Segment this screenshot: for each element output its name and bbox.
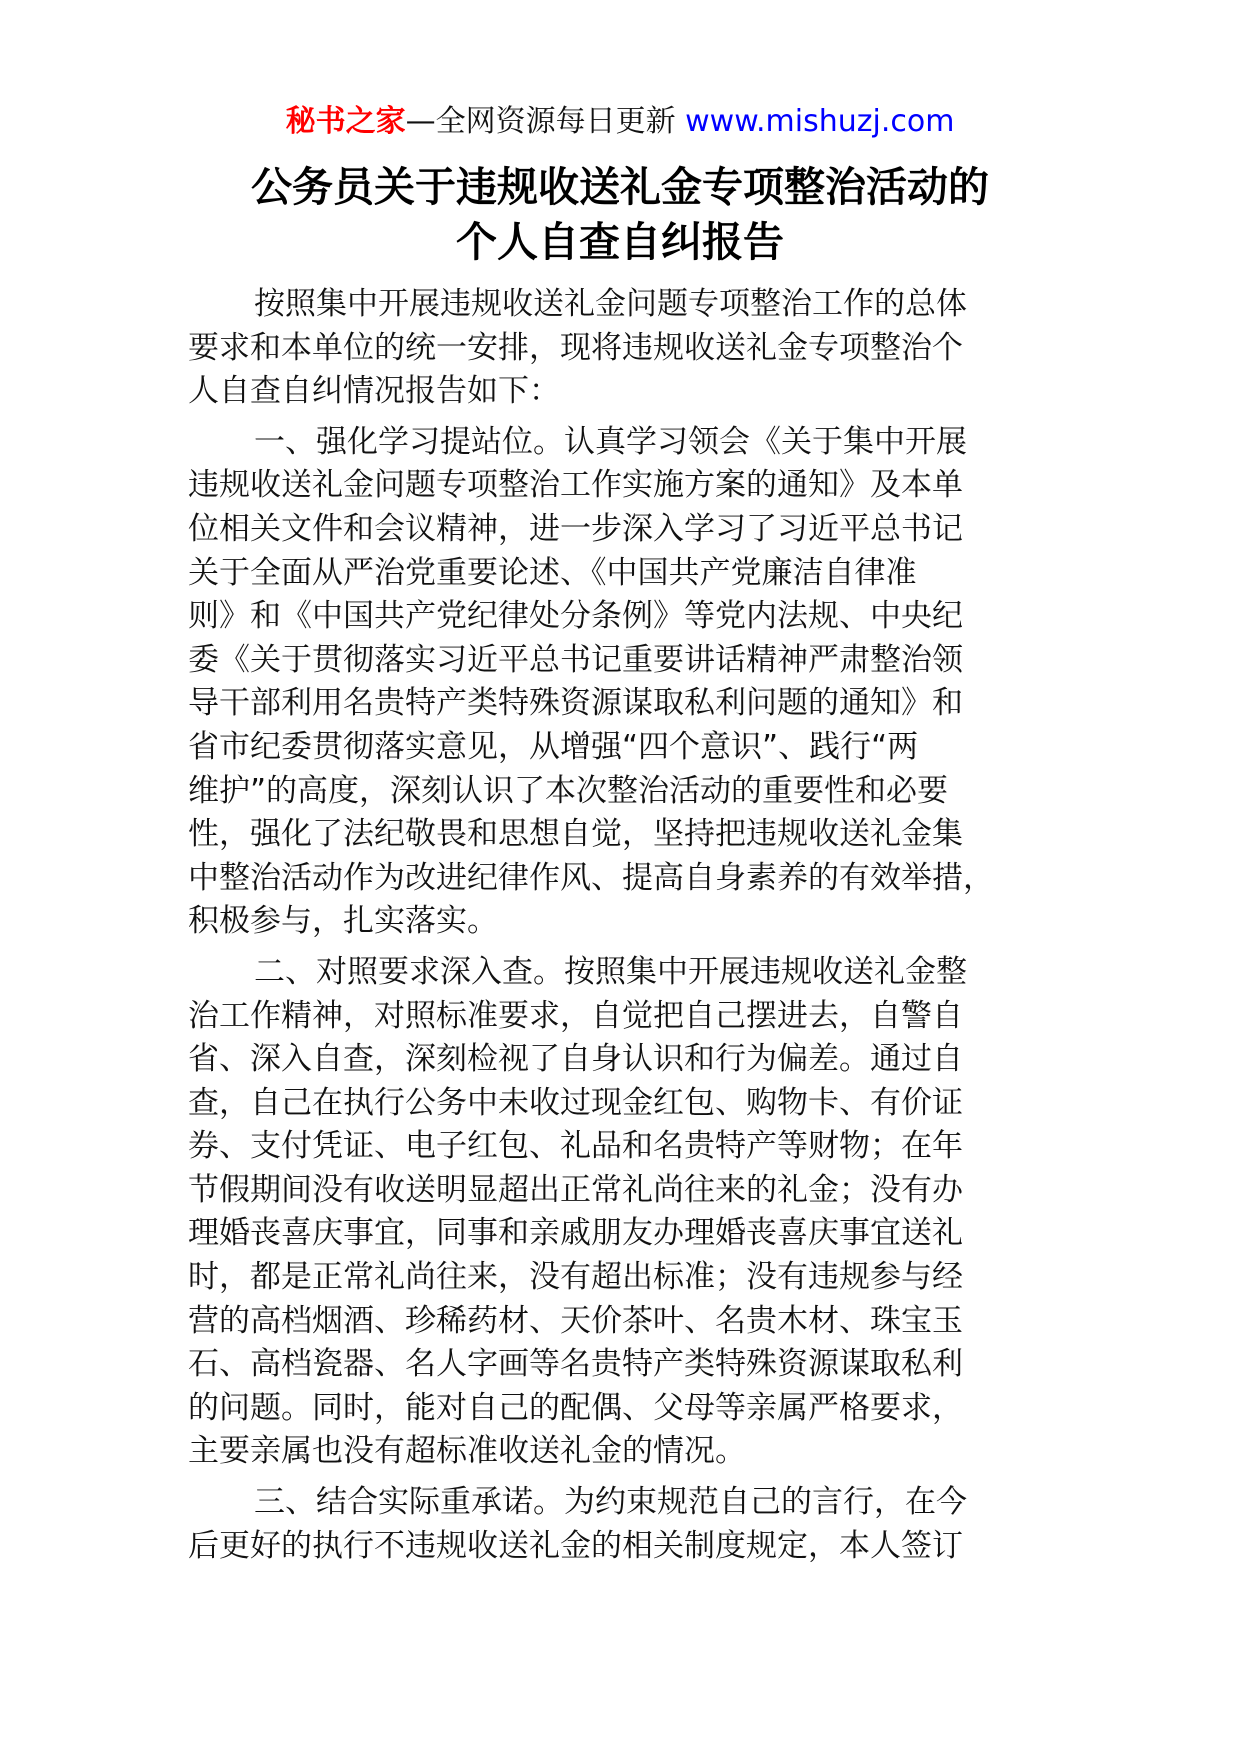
paragraph-line: 维护”的高度，深刻认识了本次整治活动的重要性和必要 [188, 772, 949, 809]
paragraph-line: 三、结合实际重承诺。为约束规范自己的言行，在今 [254, 1484, 967, 1521]
paragraph-section-1 [188, 421, 1058, 944]
paragraph-line: 积极参与，扎实落实。 [188, 903, 498, 940]
paragraph-line: 券、支付凭证、电子红包、礼品和名贵特产等财物；在年 [188, 1128, 963, 1165]
paragraph-section-2 [188, 951, 1058, 1474]
paragraph-line: 省、深入自查，深刻检视了自身认识和行为偏差。通过自 [188, 1041, 963, 1078]
paragraph-line: 要求和本单位的统一安排，现将违规收送礼金专项整治个 [188, 329, 963, 366]
title-line-1: 公务员关于违规收送礼金专项整治活动的 [251, 163, 989, 211]
paragraph-line: 治工作精神，对照标准要求，自觉把自己摆进去，自警自 [188, 997, 963, 1034]
paragraph-line: 位相关文件和会议精神，进一步深入学习了习近平总书记 [188, 510, 963, 547]
paragraph-line: 二、对照要求深入查。按照集中开展违规收送礼金整 [254, 953, 967, 990]
site-url-link[interactable]: www.mishuzj.com [685, 104, 955, 139]
paragraph-line: 委《关于贯彻落实习近平总书记重要讲话精神严肃整治领 [188, 641, 963, 678]
paragraph-line: 人自查自纠情况报告如下： [188, 373, 560, 410]
paragraph-line: 理婚丧喜庆事宜，同事和亲戚朋友办理婚丧喜庆事宜送礼 [188, 1215, 963, 1252]
paragraph-section-3 [188, 1481, 1058, 1568]
paragraph-line: 则》和《中国共产党纪律处分条例》等党内法规、中央纪 [188, 598, 963, 635]
site-header [0, 100, 1240, 144]
paragraph-line: 石、高档瓷器、名人字画等名贵特产类特殊资源谋取私利 [188, 1346, 963, 1383]
paragraph-line: 一、强化学习提站位。认真学习领会《关于集中开展 [254, 423, 967, 460]
site-slogan: —全网资源每日更新 [405, 104, 686, 139]
site-brand: 秘书之家 [285, 104, 406, 139]
document-body [188, 283, 1058, 1575]
paragraph-line: 查，自己在执行公务中未收过现金红包、购物卡、有价证 [188, 1084, 963, 1121]
paragraph-line: 的问题。同时，能对自己的配偶、父母等亲属严格要求， [188, 1389, 963, 1426]
paragraph-line: 性，强化了法纪敬畏和思想自觉，坚持把违规收送礼金集 [188, 816, 963, 853]
paragraph-intro [188, 283, 1058, 414]
title-line-2: 个人自查自纠报告 [456, 218, 784, 266]
paragraph-line: 主要亲属也没有超标准收送礼金的情况。 [188, 1433, 746, 1470]
paragraph-line: 后更好的执行不违规收送礼金的相关制度规定，本人签订 [188, 1527, 963, 1564]
paragraph-line: 营的高档烟酒、珍稀药材、天价茶叶、名贵木材、珠宝玉 [188, 1302, 963, 1339]
paragraph-line: 按照集中开展违规收送礼金问题专项整治工作的总体 [254, 286, 967, 322]
paragraph-line: 时，都是正常礼尚往来，没有超出标准；没有违规参与经 [188, 1259, 963, 1296]
paragraph-line: 中整治活动作为改进纪律作风、提高自身素养的有效举措， [188, 859, 994, 896]
paragraph-line: 导干部利用名贵特产类特殊资源谋取私利问题的通知》和 [188, 685, 963, 722]
paragraph-line: 省市纪委贯彻落实意见，从增强“四个意识”、践行“两 [188, 728, 919, 765]
paragraph-line: 违规收送礼金问题专项整治工作实施方案的通知》及本单 [188, 467, 963, 504]
paragraph-line: 节假期间没有收送明显超出正常礼尚往来的礼金；没有办 [188, 1171, 963, 1208]
document-title [150, 160, 1090, 270]
paragraph-line: 关于全面从严治党重要论述、《中国共产党廉洁自律准 [188, 554, 917, 591]
